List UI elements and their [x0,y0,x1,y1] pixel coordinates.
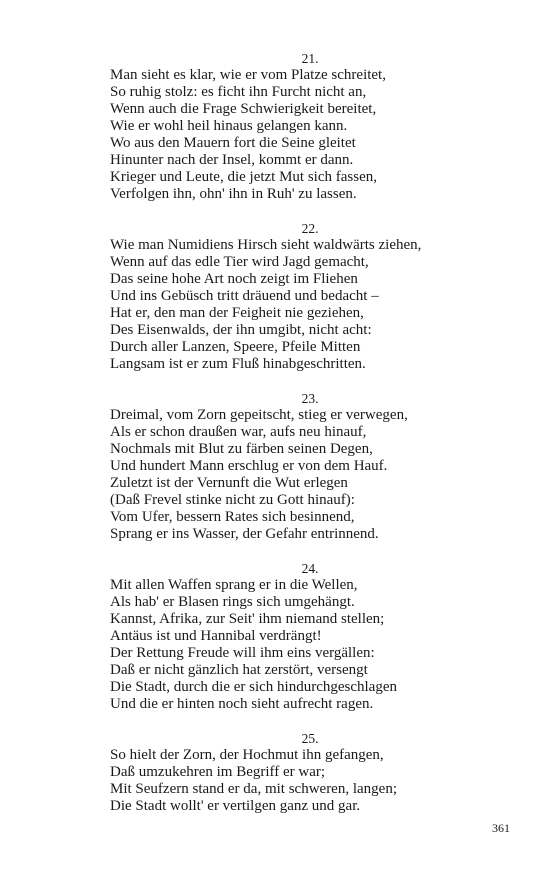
verse-line: Verfolgen ihn, ohn' ihn in Ruh' zu lassen. [110,186,357,202]
stanza [110,730,510,815]
verse-line: Und hundert Mann erschlug er von dem Hauf. [110,458,388,474]
verse-line: Das seine hohe Art noch zeigt im Fliehen [110,271,358,287]
verse-line: Krieger und Leute, die jetzt Mut sich fassen, [110,169,377,185]
stanza-number: 25. [301,731,319,746]
verse-line: Wie man Numidiens Hirsch sieht waldwärts ziehen, [110,237,422,253]
poem-text [110,50,510,832]
stanza [110,220,510,373]
stanza-number: 24. [301,561,319,576]
stanza-number: 23. [301,391,319,406]
verse-line: Als hab' er Blasen rings sich umgehängt. [110,594,355,610]
verse-line: Als er schon draußen war, aufs neu hinauf, [110,424,367,440]
verse-line: Zuletzt ist der Vernunft die Wut erlegen [110,475,348,491]
verse-line: Antäus ist und Hannibal verdrängt! [110,628,322,644]
verse-line: Mit Seufzern stand er da, mit schweren, langen; [110,781,397,797]
verse-line: Vom Ufer, bessern Rates sich besinnend, [110,509,355,525]
verse-line: Daß umzukehren im Begriff er war; [110,764,326,780]
stanza-number: 21. [301,51,319,66]
verse-line: Langsam ist er zum Fluß hinabgeschritten. [110,356,366,372]
verse-line: So ruhig stolz: es ficht ihn Furcht nicht an, [110,84,367,100]
verse-line: Wo aus den Mauern fort die Seine gleitet [110,135,356,151]
verse-line: Hat er, den man der Feigheit nie geziehen, [110,305,364,321]
verse-line: Hinunter nach der Insel, kommt er dann. [110,152,354,168]
verse-line: Wenn auch die Frage Schwierigkeit bereitet, [110,101,377,117]
verse-line: Die Stadt, durch die er sich hindurchgeschlagen [110,679,397,695]
verse-line: Man sieht es klar, wie er vom Platze schreitet, [110,67,386,83]
verse-line: Und die er hinten noch sieht aufrecht ragen. [110,696,374,712]
verse-line: Die Stadt wollt' er vertilgen ganz und gar. [110,798,361,814]
verse-line: Wie er wohl heil hinaus gelangen kann. [110,118,348,134]
verse-line: Wenn auf das edle Tier wird Jagd gemacht, [110,254,369,270]
verse-line: Dreimal, vom Zorn gepeitscht, stieg er verwegen, [110,407,408,423]
stanza [110,50,510,203]
stanza-number: 22. [301,221,319,236]
page-number: 361 [492,821,510,835]
verse-line: So hielt der Zorn, der Hochmut ihn gefangen, [110,747,384,763]
verse-line: (Daß Frevel stinke nicht zu Gott hinauf): [110,492,355,508]
verse-line: Nochmals mit Blut zu färben seinen Degen, [110,441,373,457]
verse-line: Sprang er ins Wasser, der Gefahr entrinnend. [110,526,379,542]
stanza [110,560,510,713]
verse-line: Kannst, Afrika, zur Seit' ihm niemand stellen; [110,611,385,627]
verse-line: Der Rettung Freude will ihm eins vergällen: [110,645,375,661]
verse-line: Durch aller Lanzen, Speere, Pfeile Mitten [110,339,361,355]
verse-line: Des Eisenwalds, der ihn umgibt, nicht acht: [110,322,372,338]
verse-line: Daß er nicht gänzlich hat zerstört, versengt [110,662,368,678]
stanza [110,390,510,543]
verse-line: Mit allen Waffen sprang er in die Wellen, [110,577,358,593]
verse-line: Und ins Gebüsch tritt dräuend und bedacht – [110,288,379,304]
